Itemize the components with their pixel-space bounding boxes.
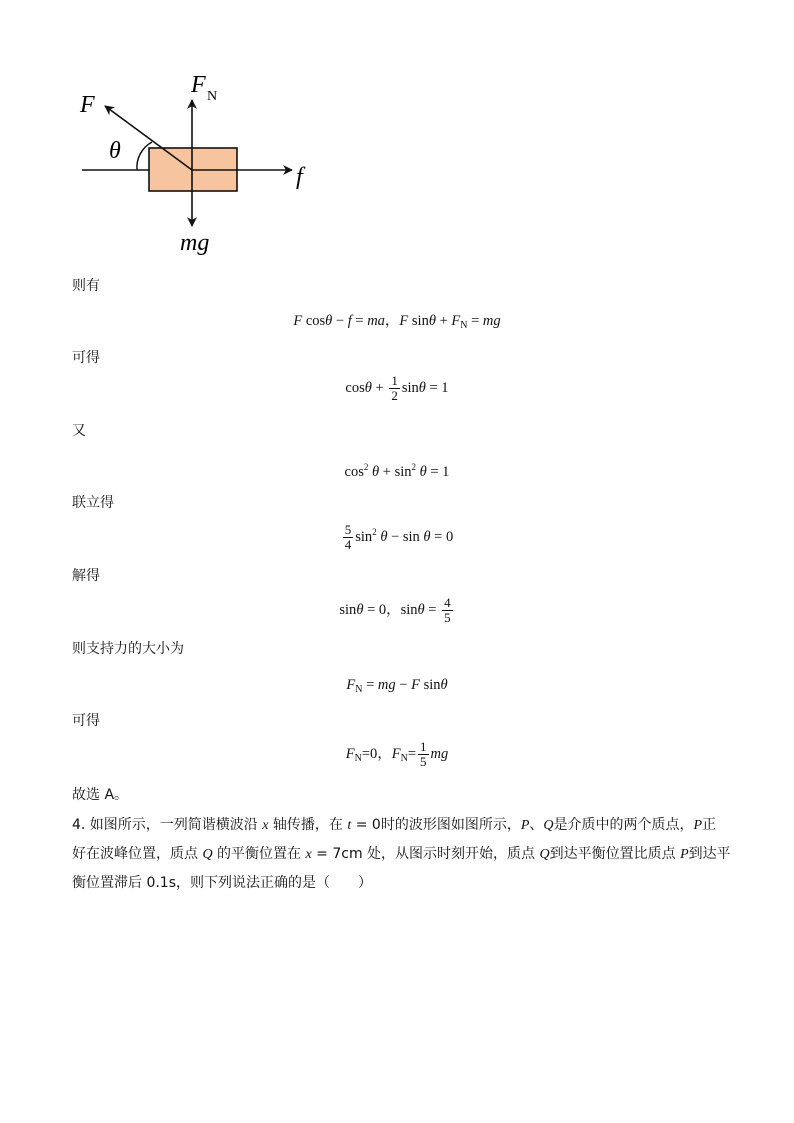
equation-7: $F_N=0$，$F_N=$ $\frac{1}{5}$ mg bbox=[345, 739, 449, 769]
equation-2: cosθ + $\frac{1}{2}$ sinθ = 1 bbox=[345, 373, 449, 403]
problem-4 bbox=[72, 811, 732, 898]
label-F: F bbox=[80, 92, 95, 118]
step-text: 则支持力的大小为 bbox=[72, 641, 184, 657]
label-FN: F bbox=[191, 72, 206, 98]
equation-4: $\frac{5}{4}$ $\sin^2 \theta - \sin \theta = 0$ bbox=[344, 522, 454, 553]
problem-4-line-3: 衡位置滞后 0.1s，则下列说法正确的是（ ） bbox=[72, 875, 373, 891]
step-text: 可得 bbox=[72, 713, 100, 729]
label-f: f bbox=[296, 164, 303, 190]
step-text: 则有 bbox=[72, 278, 100, 294]
equation-3: $\cos^2 \theta + \sin^2 \theta = 1$ bbox=[344, 462, 450, 480]
equation-1: F cosθ − f = ma，F $\sin\theta + F_N$ = mg bbox=[293, 313, 501, 331]
equation-6: $F_N$ = mg − F sinθ bbox=[346, 677, 448, 695]
step-text: 又 bbox=[72, 423, 86, 439]
step-text: 联立得 bbox=[72, 495, 114, 511]
problem-4-line-2: 好在波峰位置，质点 Q 的平衡位置在 x = 7cm 处，从图示时刻开始，质点 Q到达平衡位置比质点 P到达平 bbox=[72, 846, 731, 862]
label-mg: mg bbox=[180, 230, 210, 256]
equation-5: sinθ = 0，sinθ = $\frac{4}{5}$ bbox=[339, 595, 451, 625]
label-theta: θ bbox=[109, 138, 121, 164]
force-diagram bbox=[70, 62, 330, 262]
answer-text: 故选 A。 bbox=[72, 787, 129, 803]
label-FN-sub: N bbox=[207, 89, 218, 104]
step-text: 可得 bbox=[72, 350, 100, 366]
step-text: 解得 bbox=[72, 568, 100, 584]
problem-4-line-1: 4. 如图所示，一列简谐横波沿 x 轴传播，在 t = 0时的波形图如图所示，P、Q是介质中的两个质点，P正 bbox=[72, 817, 717, 833]
